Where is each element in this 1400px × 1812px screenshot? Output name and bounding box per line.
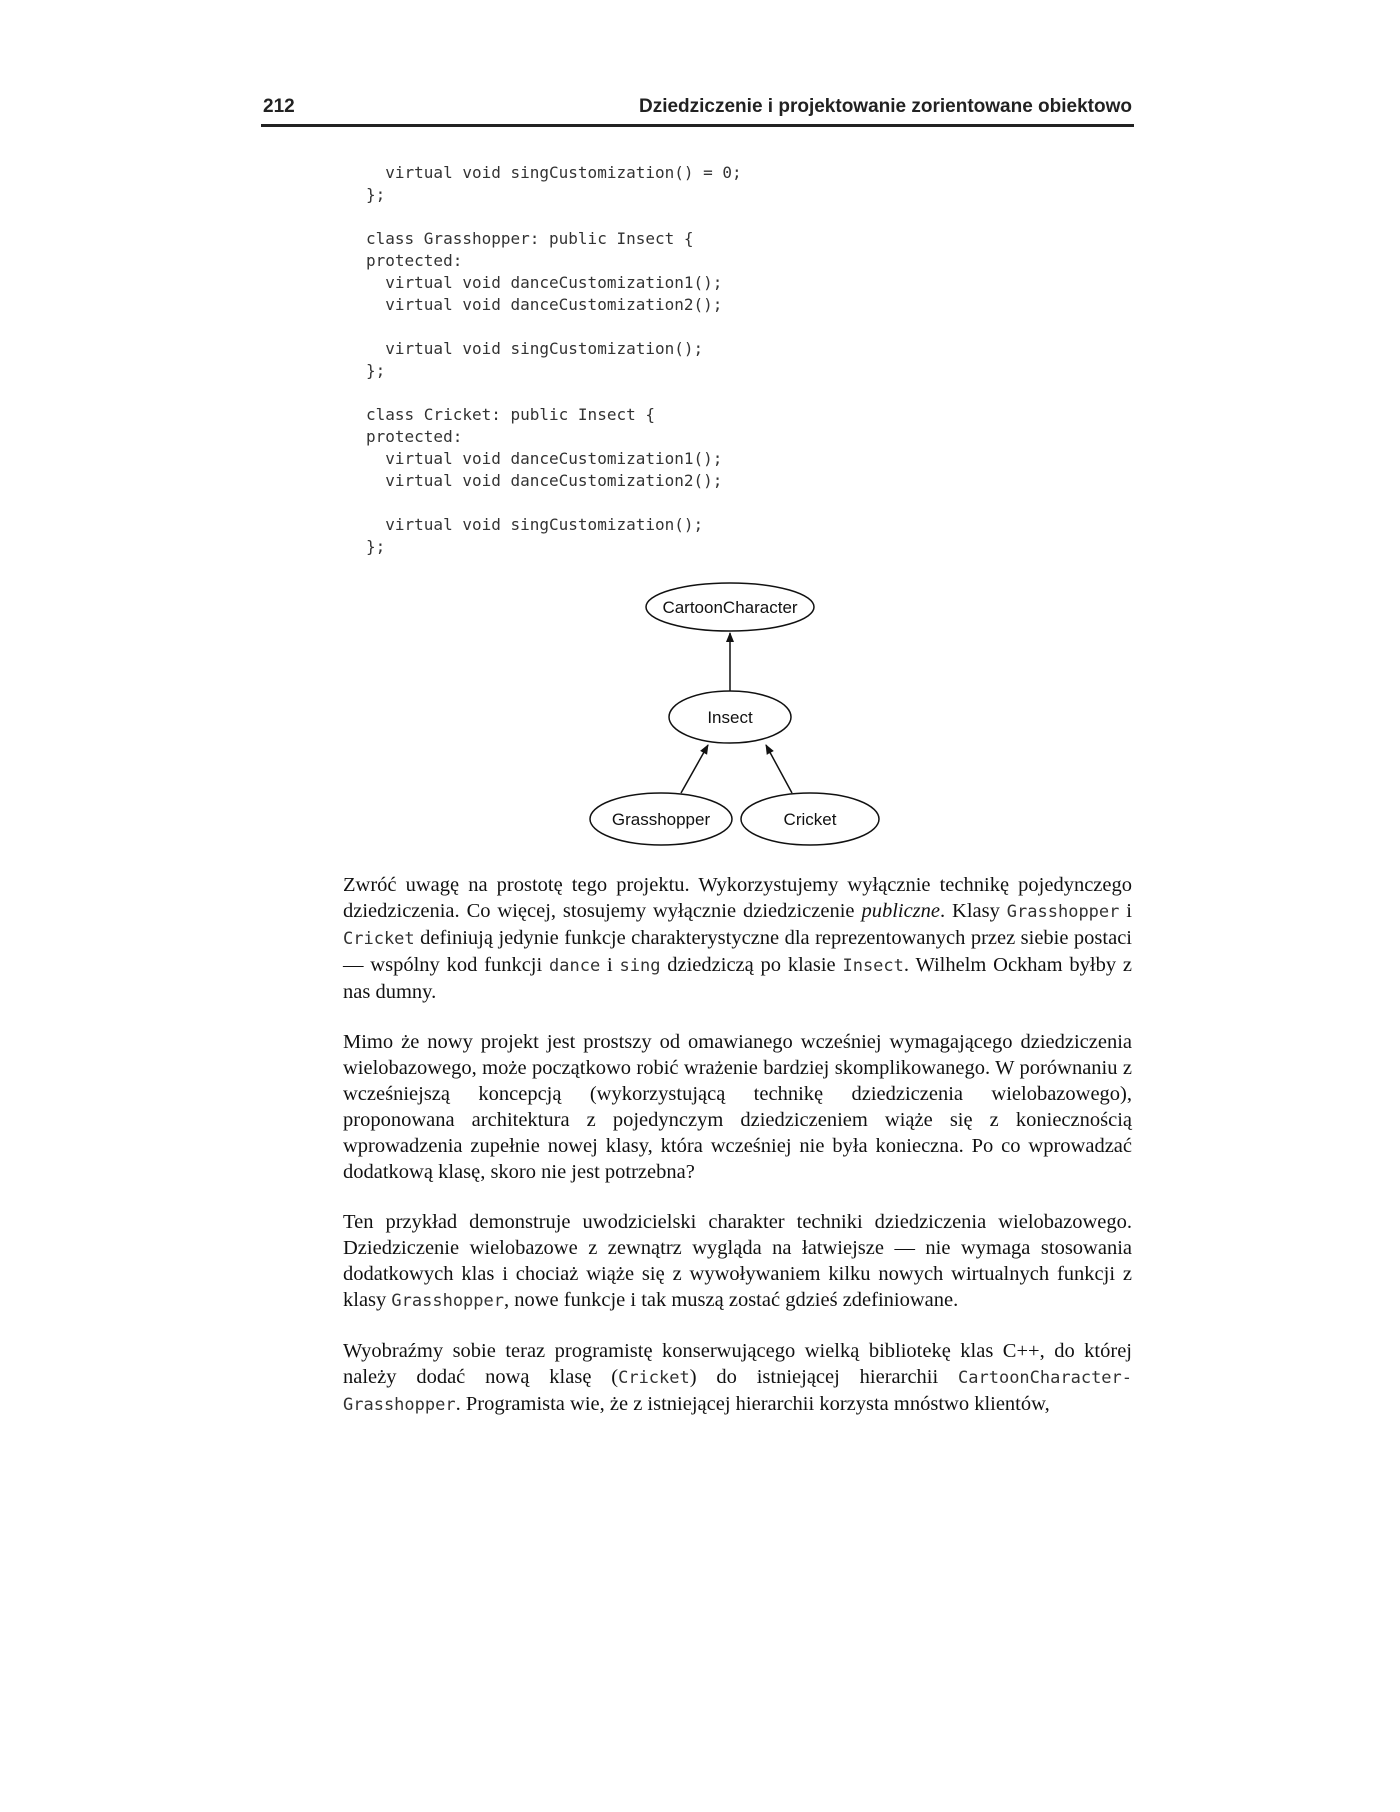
node-grasshopper <box>590 793 732 845</box>
text-run: i <box>600 954 620 976</box>
code-inline: CartoonCharacter-Grasshopper <box>343 1368 1133 1415</box>
code-line: virtual void danceCustomization1(); <box>366 449 723 468</box>
code-line: }; <box>366 185 386 204</box>
code-line <box>366 382 742 404</box>
code-line: }; <box>366 537 386 556</box>
code-line: protected: <box>366 427 463 446</box>
emphasis-text: publiczne <box>861 900 941 922</box>
node-cricket <box>741 793 879 845</box>
code-line: virtual void danceCustomization1(); <box>366 273 723 292</box>
text-run: ) do istniejącej hierarchii <box>689 1366 959 1388</box>
paragraph-4 <box>343 1338 1132 1418</box>
code-line: class Grasshopper: public Insect { <box>366 229 694 248</box>
text-run: definiują jedynie funkcje charakterystyczne dla reprezentowanych przez siebie postaci — wspólny kod funkcji <box>343 927 1132 976</box>
running-title: Dziedziczenie i projektowanie zorientowane obiektowo <box>638 96 1132 117</box>
code-inline: sing <box>619 956 661 976</box>
code-line: virtual void singCustomization() = 0; <box>366 163 742 182</box>
code-inline: Grasshopper <box>391 1291 504 1311</box>
paragraph-2: Mimo że nowy projekt jest prostszy od omawianego wcześniej wymagającego dziedziczenia wielobazowego, może początkowo robić wrażenie bardziej skomplikowanego. W porównaniu z wcześniejszą koncepcją (wykorzystującą technikę dziedziczenia wielobazowego), proponowana architektura z pojedynczym dziedziczeniem wiąże się z koniecznością wprowadzenia zupełnie nowej klasy, która wcześniej nie była konieczna. Po co wprowadzać dodatkową klasę, skoro nie jest potrzebna? <box>343 1031 1132 1183</box>
text-run: Wyobraźmy sobie teraz programistę konserwującego wielką bibliotekę klas C++, do której należy dodać nową klasę ( <box>343 1340 1132 1388</box>
node-label-grasshopper: Grasshopper <box>611 810 711 829</box>
node-label-cartooncharacter: CartoonCharacter <box>662 598 798 617</box>
code-line <box>366 492 742 514</box>
code-line: virtual void danceCustomization2(); <box>366 295 723 314</box>
node-insect <box>669 691 791 743</box>
code-inline: Insect <box>842 956 904 976</box>
node-label-cricket: Cricket <box>783 810 837 829</box>
code-line: virtual void danceCustomization2(); <box>366 471 723 490</box>
code-inline: dance <box>549 956 601 976</box>
edge-cricket-to-insect <box>766 745 792 793</box>
text-run: Zwróć uwagę na prostotę tego projektu. Wykorzystujemy wyłącznie technikę pojedynczego dziedziczenia. Co więcej, stosujemy wyłącznie dziedziczenie <box>343 874 1132 922</box>
text-run: . Wilhelm Ockham byłby z nas dumny. <box>343 954 1133 1003</box>
code-line: class Cricket: public Insect { <box>366 405 655 424</box>
body-text <box>343 872 1132 1442</box>
page-header <box>261 96 1134 127</box>
edge-grasshopper-to-insect <box>681 745 708 793</box>
text-run: i <box>1119 900 1132 922</box>
text-run: . Programista wie, że z istniejącej hierarchii korzysta mnóstwo klientów, <box>455 1393 1050 1415</box>
code-line: virtual void singCustomization(); <box>366 339 704 358</box>
code-line <box>366 316 742 338</box>
class-hierarchy-diagram <box>580 580 880 855</box>
node-cartooncharacter <box>646 583 814 631</box>
text-run: dziedziczą po klasie <box>660 954 843 976</box>
code-line: virtual void singCustomization(); <box>366 515 704 534</box>
code-line: protected: <box>366 251 463 270</box>
page-number: 212 <box>263 96 295 117</box>
code-inline: Cricket <box>618 1368 690 1388</box>
code-inline: Grasshopper <box>1006 902 1120 922</box>
node-label-insect: Insect <box>707 708 753 727</box>
code-listing <box>366 162 742 558</box>
paragraph-3 <box>343 1209 1132 1314</box>
text-run: , nowe funkcje i tak muszą zostać gdzieś zdefiniowane. <box>504 1289 959 1311</box>
paragraph-1 <box>343 872 1132 1005</box>
code-line: }; <box>366 361 386 380</box>
code-inline: Cricket <box>343 929 415 949</box>
text-run: Ten przykład demonstruje uwodzicielski charakter techniki dziedziczenia wielobazowego. Dziedziczenie wielobazowe z zewnątrz wygląda na łatwiejsze — nie wymaga stosowania dodatkowych klas i chociaż wiąże się z wywoływaniem kilku nowych wirtualnych funkcji z klasy <box>343 1211 1132 1311</box>
code-line <box>366 206 742 228</box>
text-run: . Klasy <box>940 900 1007 922</box>
